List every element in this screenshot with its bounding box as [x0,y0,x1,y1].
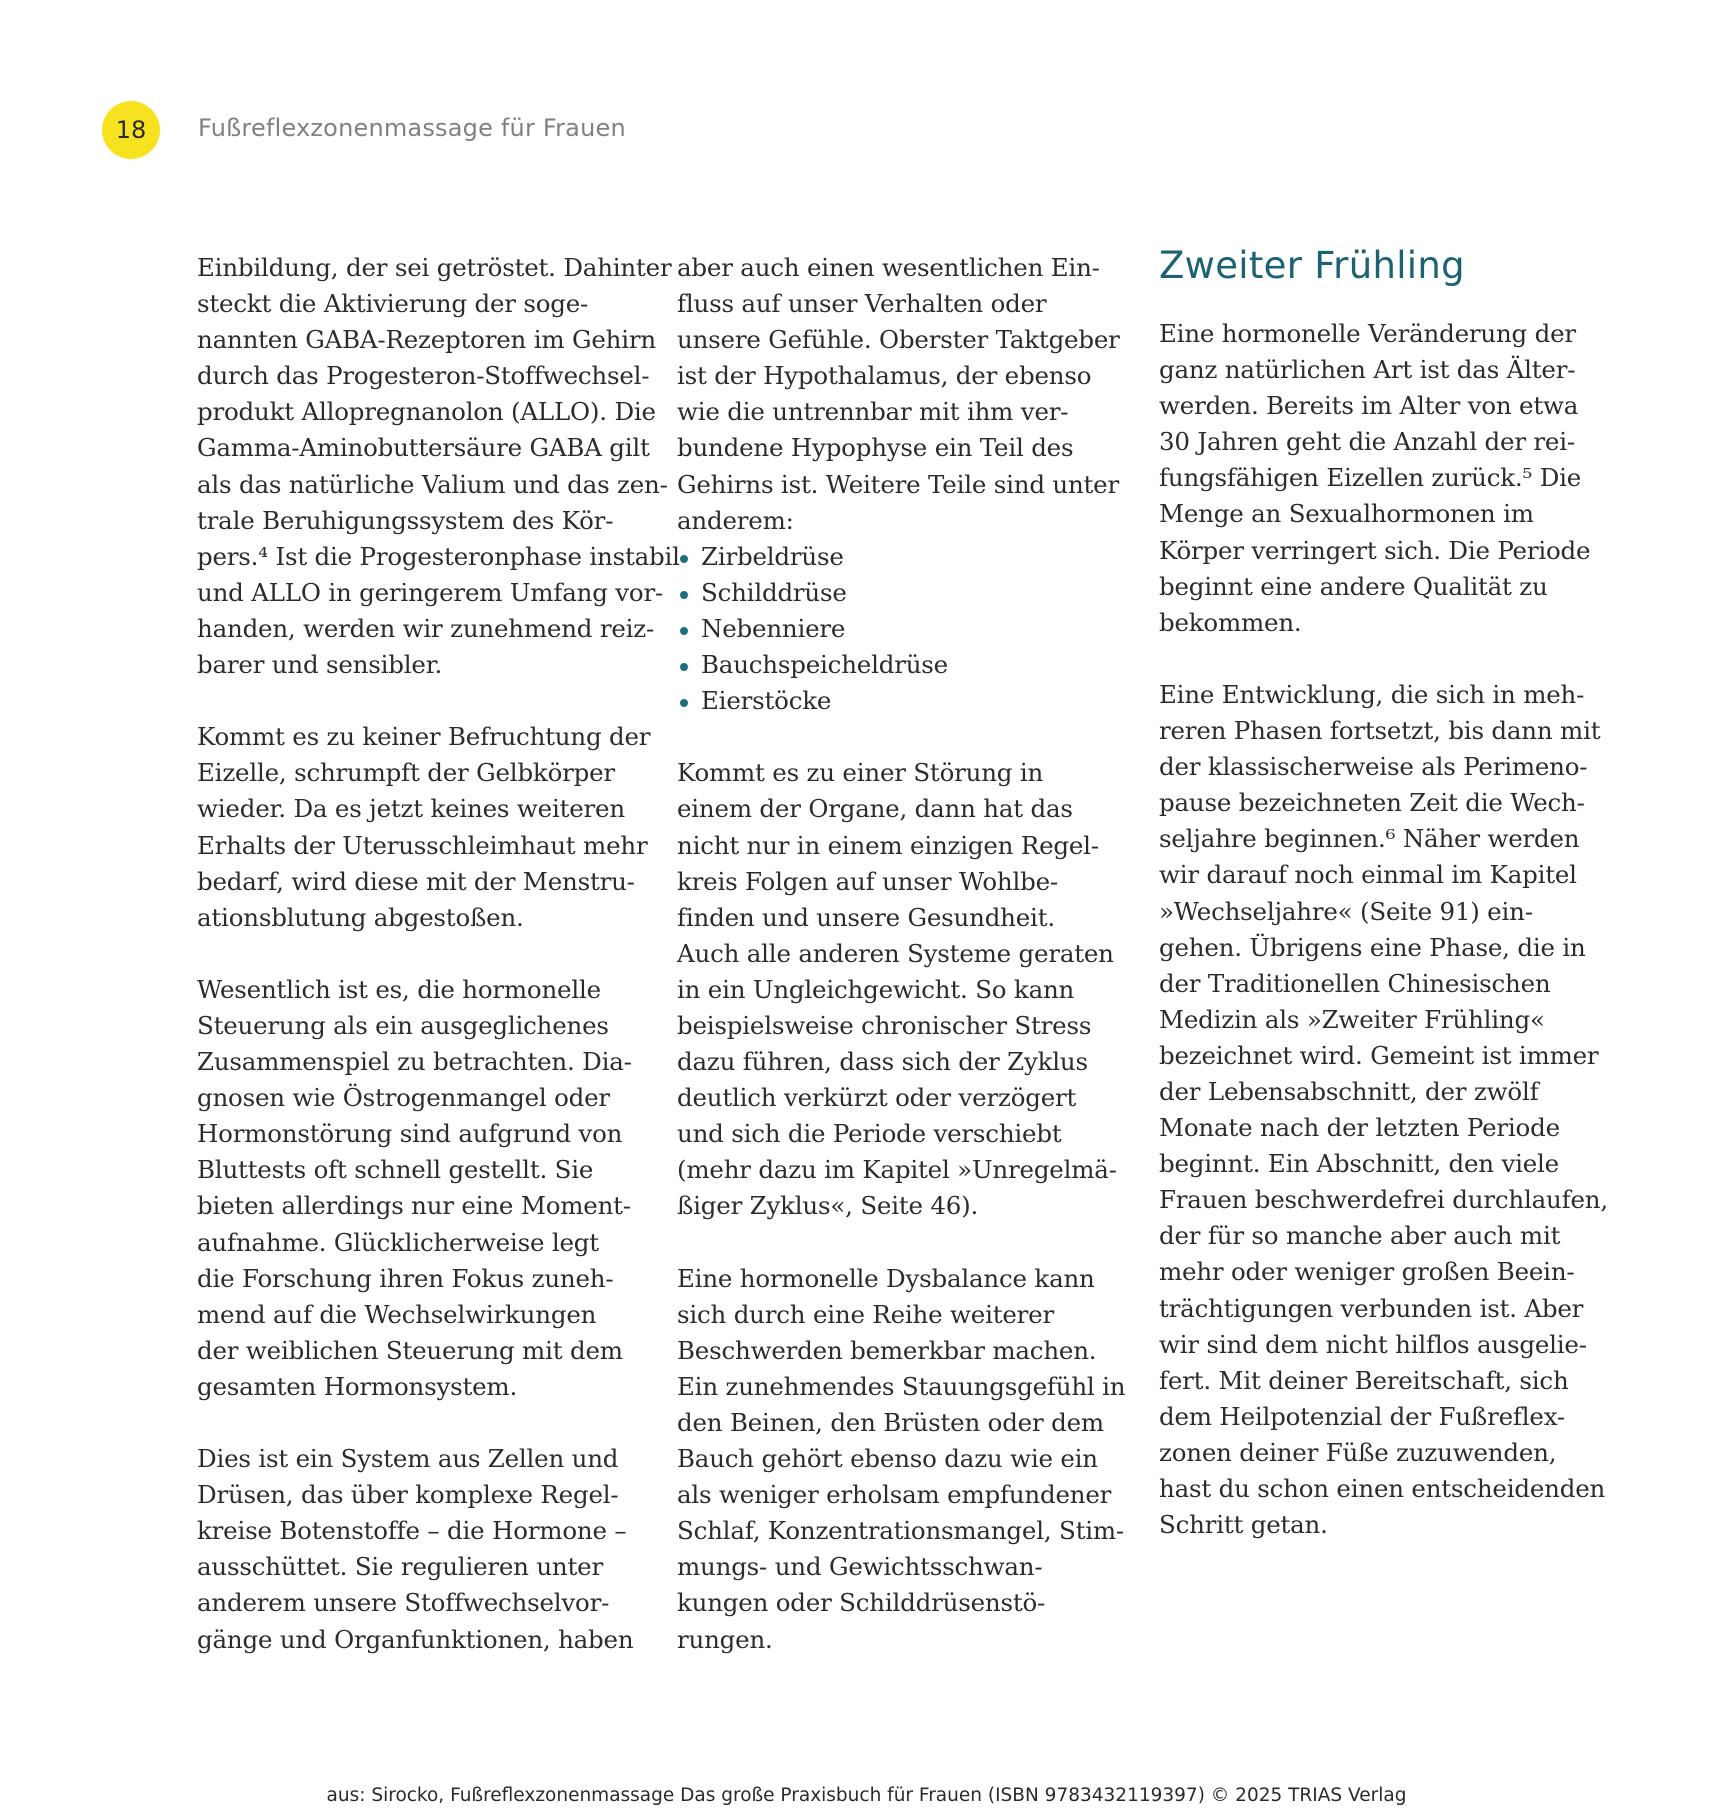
bullet-list-item [677,647,1107,683]
text-line: »Wechseljahre« (Seite 91) ein- [1159,896,1533,926]
paragraph-gap [197,683,627,719]
paragraph-gap [677,1225,1107,1261]
text-line: Gehirns ist. Weitere Teile sind unter [677,469,1119,499]
text-line: bundene Hypophyse ein Teil des [677,433,1074,463]
text-line: Drüsen, das über komplexe Regel- [197,1480,619,1510]
text-line: kreis Folgen auf unser Wohlbe- [677,866,1058,896]
bullet-text: Eierstöcke [701,686,832,716]
column-right [1159,244,1608,1543]
text-line: beispielsweise chronischer Stress [677,1010,1092,1040]
text-line: der weiblichen Steuerung mit dem [197,1335,623,1365]
paragraph-gap [677,719,1107,755]
paragraph [677,755,1117,1224]
text-line: gesamten Hormonsystem. [197,1371,518,1401]
text-line: Bauch gehört ebenso dazu wie ein [677,1444,1098,1474]
text-line: einem der Organe, dann hat das [677,794,1073,824]
bullet-list-item [677,539,1107,575]
text-line: aufnahme. Glücklicherweise legt [197,1227,599,1257]
text-line: pause bezeichneten Zeit die Wech- [1159,788,1585,818]
text-line: Ein zunehmendes Stauungsgefühl in [677,1371,1126,1401]
text-line: deutlich verkürzt oder verzögert [677,1083,1077,1113]
text-line: Beschwerden bemerkbar machen. [677,1335,1097,1365]
text-line: bezeichnet wird. Gemeint ist immer [1159,1040,1599,1070]
text-line: Eine hormonelle Dysbalance kann [677,1263,1095,1293]
text-line: dazu führen, dass sich der Zyklus [677,1047,1088,1077]
text-line: aber auch einen wesentlichen Ein- [677,253,1100,282]
bullet-list-item [677,575,1107,611]
text-line: kreise Botenstoffe – die Hormone – [197,1516,627,1546]
text-line: durch das Progesteron-Stoffwechsel- [197,361,650,391]
text-line: Eine hormonelle Veränderung der [1159,319,1576,348]
text-line: mungs- und Gewichtsschwan- [677,1552,1043,1582]
source-footer: aus: Sirocko, Fußreflexzonenmassage Das große Praxisbuch für Frauen (ISBN 9783432119397) © 2025 TRIAS Verlag [326,1785,1407,1806]
text-line: Kommt es zu einer Störung in [677,758,1044,788]
paragraph-gap [1159,641,1591,677]
text-line: wir sind dem nicht hilflos ausgelie- [1159,1329,1587,1359]
paragraph-gap [197,1405,627,1441]
text-line: Auch alle anderen Systeme geraten [677,938,1114,968]
bullet-text: Nebenniere [701,613,846,643]
text-line: Bluttests oft schnell gestellt. Sie [197,1155,594,1185]
text-line: barer und sensibler. [197,650,443,680]
section-heading: Zweiter Frühling [1159,244,1465,287]
text-line: zonen deiner Füße zuzuwenden, [1159,1437,1557,1467]
text-line: wir darauf noch einmal im Kapitel [1159,860,1577,890]
text-line: Frauen beschwerdefrei durchlaufen, [1159,1185,1608,1215]
paragraph [197,972,632,1405]
bullet-text: Bauchspeicheldrüse [701,650,948,680]
text-line: in ein Ungleichgewicht. So kann [677,974,1075,1004]
page-number-badge [102,101,160,159]
text-line: anderem: [677,505,794,535]
text-line: bieten allerdings nur eine Moment- [197,1191,631,1221]
text-line: trale Beruhigungssystem des Kör- [197,505,614,535]
text-line: finden und unsere Gesundheit. [677,902,1055,932]
text-line: den Beinen, den Brüsten oder dem [677,1408,1104,1437]
paragraph [1159,316,1591,641]
text-line: unsere Gefühle. Oberster Taktgeber [677,325,1120,355]
paragraph [197,719,651,936]
paragraph-gap [197,936,627,972]
text-line: der klassischerweise als Perimeno- [1159,752,1588,782]
paragraph [677,250,1120,539]
paragraph [677,1261,1126,1658]
text-line: mend auf die Wechselwirkungen [197,1299,597,1329]
text-line: hast du schon einen entscheidenden [1159,1474,1606,1503]
text-line: Hormonstörung sind aufgrund von [197,1119,623,1149]
running-title: Fußreflexzonenmassage für Frauen [198,114,626,142]
text-line: Kommt es zu keiner Befruchtung der [197,722,651,752]
text-line: gänge und Organfunktionen, haben [197,1624,634,1654]
text-line: gehen. Übrigens eine Phase, die in [1159,932,1586,962]
text-line: beginnt. Ein Abschnitt, den viele [1159,1149,1559,1179]
text-line: ßiger Zyklus«, Seite 46). [677,1191,979,1221]
bullet-dot-icon [680,627,688,635]
text-line: Schlaf, Konzentrationsmangel, Stim- [677,1516,1124,1546]
text-line: und sich die Periode verschiebt [677,1119,1062,1149]
text-line: Einbildung, der sei getröstet. Dahinter [197,253,672,282]
text-line: beginnt eine andere Qualität zu [1159,571,1548,601]
text-line: werden. Bereits im Alter von etwa [1159,391,1579,421]
text-line: pers.⁴ Ist die Progesteronphase instabil [197,541,680,571]
text-line: handen, werden wir zunehmend reiz- [197,613,655,643]
text-line: ist der Hypothalamus, der ebenso [677,361,1092,391]
text-line: wie die untrennbar mit ihm ver- [677,397,1069,427]
bullet-dot-icon [680,555,688,563]
text-line: als das natürliche Valium und das zen- [197,469,668,499]
bullet-list [677,539,1107,719]
column-middle [677,250,1126,1658]
text-line: ausschüttet. Sie regulieren unter [197,1552,603,1582]
text-line: der Lebensabschnitt, der zwölf [1159,1076,1539,1106]
text-line: produkt Allopregnanolon (ALLO). Die [197,397,656,427]
text-line: ationsblutung abgestoßen. [197,902,524,932]
text-line: anderem unsere Stoffwechselvor- [197,1588,610,1618]
bullet-text: Schilddrüse [701,577,847,607]
bullet-dot-icon [680,699,688,707]
bullet-list-item [677,611,1107,647]
text-line: und ALLO in geringerem Umfang vor- [197,577,664,607]
text-line: fluss auf unser Verhalten oder [677,289,1047,319]
text-line: sich durch eine Reihe weiterer [677,1299,1054,1329]
page-number: 18 [115,116,147,144]
column-left [197,250,680,1658]
section-body [1159,316,1608,1543]
text-line: Menge an Sexualhormonen im [1159,499,1534,529]
text-line: wieder. Da es jetzt keines weiteren [197,794,625,824]
text-line: nicht nur in einem einzigen Regel- [677,830,1099,860]
text-line: Körper verringert sich. Die Periode [1159,535,1591,565]
text-line: Erhalts der Uterusschleimhaut mehr [197,830,648,860]
text-line: Medizin als »Zweiter Frühling« [1159,1004,1545,1034]
text-line: Eizelle, schrumpft der Gelbkörper [197,758,615,788]
paragraph [1159,677,1608,1543]
text-line: trächtigungen verbunden ist. Aber [1159,1293,1584,1323]
text-line: (mehr dazu im Kapitel »Unregelmä- [677,1155,1117,1185]
text-line: gnosen wie Östrogenmangel oder [197,1083,610,1113]
text-line: die Forschung ihren Fokus zuneh- [197,1263,614,1293]
text-line: steckt die Aktivierung der soge- [197,289,589,319]
text-line: seljahre beginnen.⁶ Näher werden [1159,824,1580,854]
text-line: Zusammenspiel zu betrachten. Dia- [197,1047,632,1077]
text-line: 30 Jahren geht die Anzahl der rei- [1159,427,1575,457]
text-line: Wesentlich ist es, die hormonelle [197,974,601,1004]
text-line: der für so manche aber auch mit [1159,1221,1561,1251]
bullet-list-item [677,683,1107,719]
text-line: nannten GABA-Rezeptoren im Gehirn [197,325,656,355]
text-line: bedarf, wird diese mit der Menstru- [197,866,635,896]
text-line: dem Heilpotenzial der Fußreflex- [1159,1401,1565,1431]
text-line: Gamma-Aminobuttersäure GABA gilt [197,433,650,463]
bullet-dot-icon [680,591,688,599]
text-line: ganz natürlichen Art ist das Älter- [1159,355,1576,385]
paragraph [197,1441,634,1658]
text-line: Steuerung als ein ausgeglichenes [197,1010,609,1040]
text-line: fert. Mit deiner Bereitschaft, sich [1159,1365,1569,1395]
text-line: fungsfähigen Eizellen zurück.⁵ Die [1159,463,1582,493]
text-line: als weniger erholsam empfundener [677,1480,1112,1510]
paragraph [197,250,680,683]
text-line: der Traditionellen Chinesischen [1159,968,1551,998]
text-line: Schritt getan. [1159,1510,1328,1540]
text-line: bekommen. [1159,607,1302,637]
text-line: mehr oder weniger großen Beein- [1159,1257,1575,1287]
text-line: Monate nach der letzten Periode [1159,1113,1560,1143]
text-line: Dies ist ein System aus Zellen und [197,1444,619,1474]
text-line: Eine Entwicklung, die sich in meh- [1159,679,1585,709]
bullet-dot-icon [680,663,688,671]
text-line: reren Phasen fortsetzt, bis dann mit [1159,716,1601,746]
text-line: kungen oder Schilddrüsenstö- [677,1588,1046,1618]
text-line: rungen. [677,1624,773,1654]
bullet-text: Zirbeldrüse [701,541,844,571]
